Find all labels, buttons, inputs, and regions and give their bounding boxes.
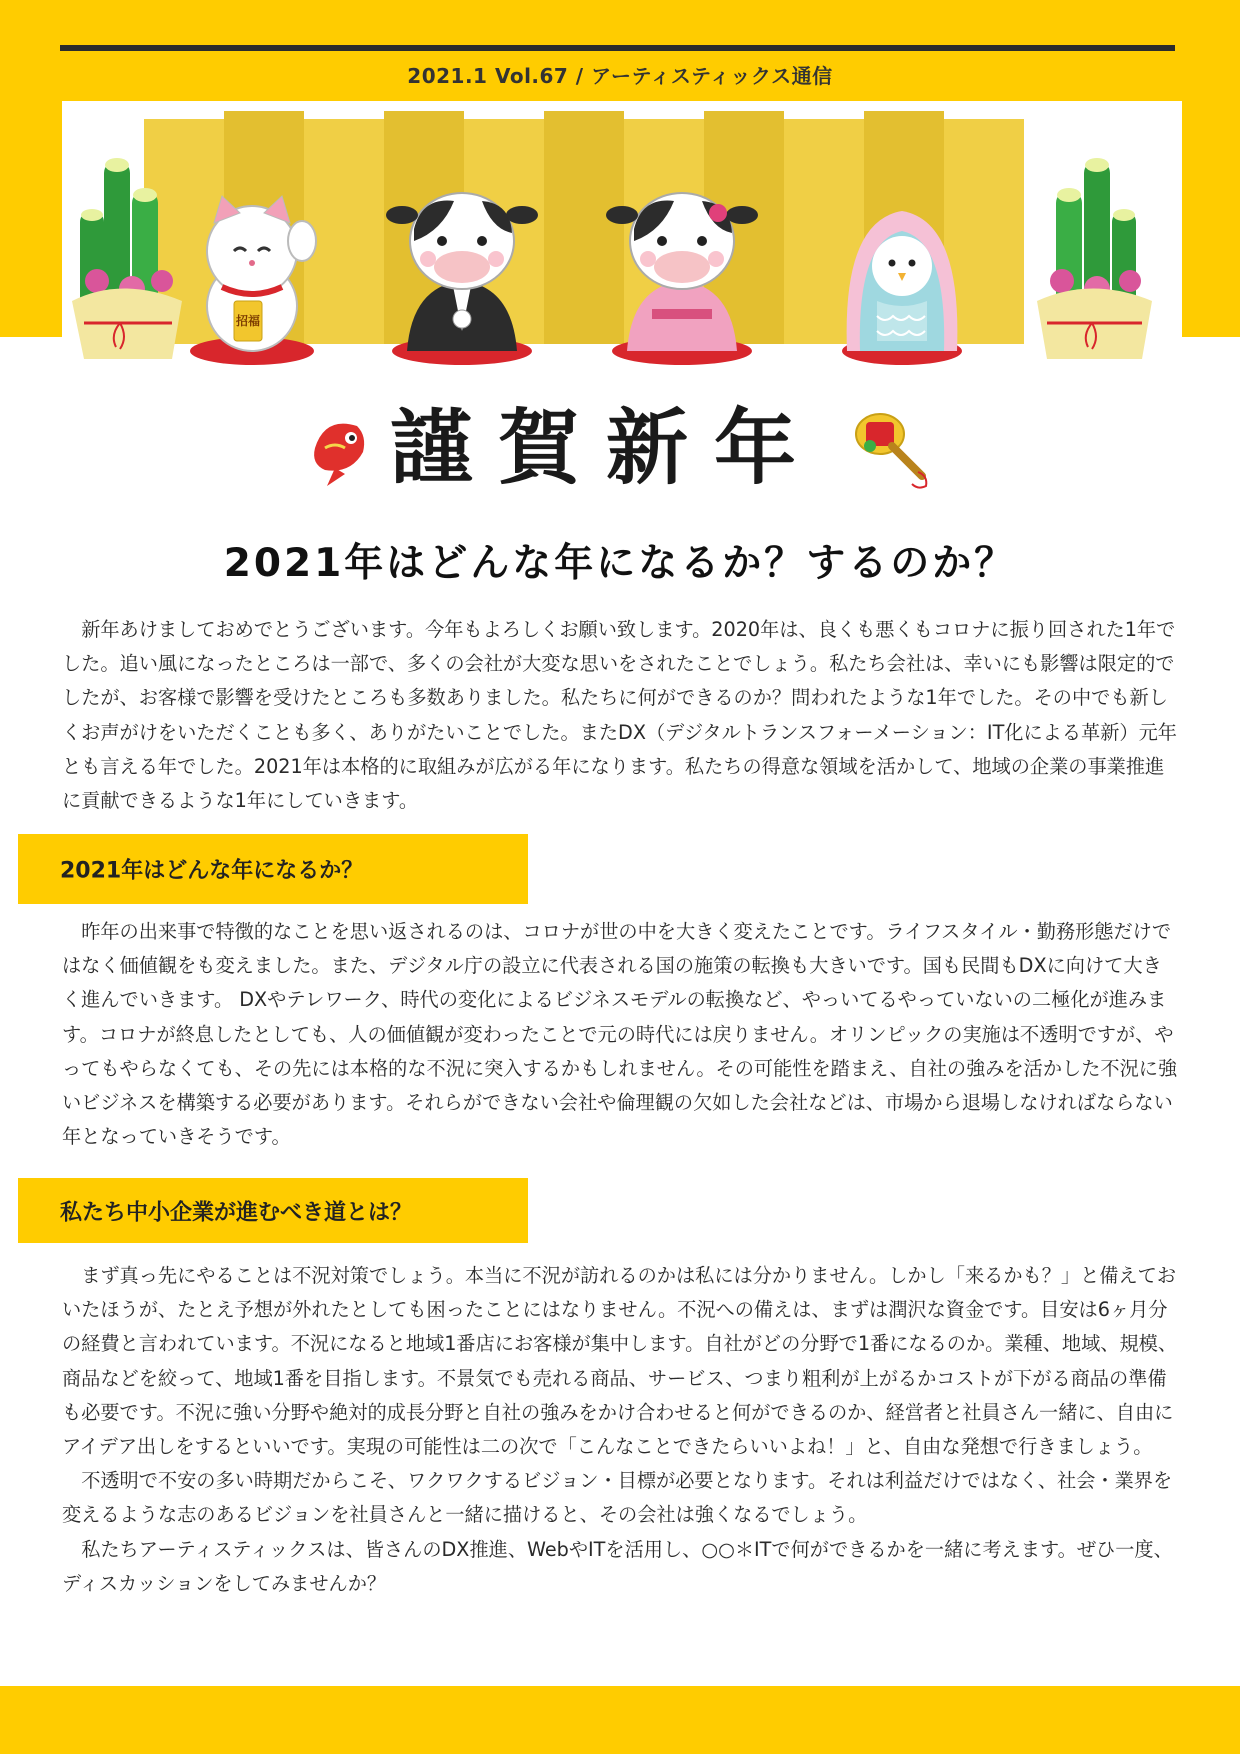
intro-text: 新年あけましておめでとうございます。今年もよろしくお願い致します。2020年は、良くも悪くもコロナに振り回された1年でした。追い風になったところは一部で、多くの会社が大変な思いをされたことでしょう。私たち会社は、幸いにも影響は限定的でしたが、お客様で影響を受けたところも多数ありました。私たちに何ができるのか？問われたような1年でした。その中でも新しくお声がけをいただくことも多く、ありがたいことでした。またDX（デジタルトランスフォーメーション：IT化による革新）元年とも言える年でした。2021年は本格的に取組みが広がる年になります。私たちの得意な領域を活かして、地域の企業の事業推進に貢献できるような1年にしていきます。: [62, 618, 1177, 813]
intro-paragraph: [62, 613, 1180, 818]
section-heading-2-text: 私たち中小企業が進むべき道とは？: [60, 1200, 413, 1225]
section-2-paragraph-3: 私たちアーティスティックスは、皆さんのDX推進、WebやITを活用し、○○＊ITで何ができるかを一緒に考えます。ぜひ一度、ディスカッションをしてみませんか？: [62, 1537, 1173, 1595]
article-title: 2021年はどんな年になるか？するのか？: [223, 541, 1017, 586]
section-heading-1: [18, 834, 528, 904]
lucky-cat-tag-text: 招福: [235, 314, 261, 328]
section-2-paragraph-1: まず真っ先にやることは不況対策でしょう。本当に不況が訪れるのかは私には分かりません。しかし「来るかも？」と備えておいたほうが、たとえ予想が外れたとしても困ったことにはなりません。不況への備えは、まずは潤沢な資金です。目安は6ヶ月分の経費と言われています。不況になると地域1番店にお客様が集中します。自社がどの分野で1番になるのか。業種、地域、規模、商品などを絞って、地域1番を目指します。不景気でも売れる商品、サービス、つまり粗利が上がるかコストが下がる商品の準備も必要です。不況に強い分野や絶対的成長分野と自社の強みをかけ合わせると何ができるのか、経営者と社員さん一緒に、自由にアイデア出しをするといいです。実現の可能性は二の次で「こんなことできたらいいよね！」と、自由な発想で行きましょう。: [62, 1264, 1178, 1459]
greeting-row: [0, 398, 1240, 498]
issue-line: 2021.1 Vol.67 / アーティスティックス通信: [407, 64, 833, 88]
section-1-paragraph: 昨年の出来事で特徴的なことを思い返されるのは、コロナが世の中を大きく変えたことです。ライフスタイル・勤務形態だけではなく価値観をも変えました。また、デジタル庁の設立に代表される国の施策の転換も大きいです。国も民間もDXに向けて大きく進んでいきます。 DXやテレワーク、時代の変化によるビジネスモデルの転換など、やっいてるやっていないの二極化が進みます。コロナが終息したとしても、人の価値観が変わったことで元の時代には戻りません。オリンピックの実施は不透明ですが、やってもやらなくても、その先には本格的な不況に突入するかもしれません。その可能性を踏まえ、自社の強みを活かした不況に強いビジネスを構築する必要があります。それらができない会社や倫理観の欠如した会社などは、市場から退場しなければならない年となっていきそうです。: [62, 920, 1178, 1149]
new-year-greeting: 謹賀新年: [390, 400, 823, 496]
section-1-body: [62, 915, 1180, 1154]
bottom-yellow-band: [0, 1686, 1240, 1754]
section-heading-1-text: 2021年はどんな年になるか？: [60, 858, 364, 884]
lucky-mallet-icon: [850, 406, 940, 496]
section-2-body: [62, 1259, 1180, 1601]
header-rule: [60, 45, 1175, 51]
section-heading-2: [18, 1178, 528, 1243]
hero-illustration: [62, 101, 1182, 403]
sea-bream-icon: [305, 408, 375, 488]
section-2-paragraph-2: 不透明で不安の多い時期だからこそ、ワクワクするビジョン・目標が必要となります。それは利益だけではなく、社会・業界を変えるような志のあるビジョンを社員さんと一緒に描けると、その会社は強くなるでしょう。: [62, 1469, 1173, 1527]
kadomatsu-icon: [1037, 158, 1152, 359]
